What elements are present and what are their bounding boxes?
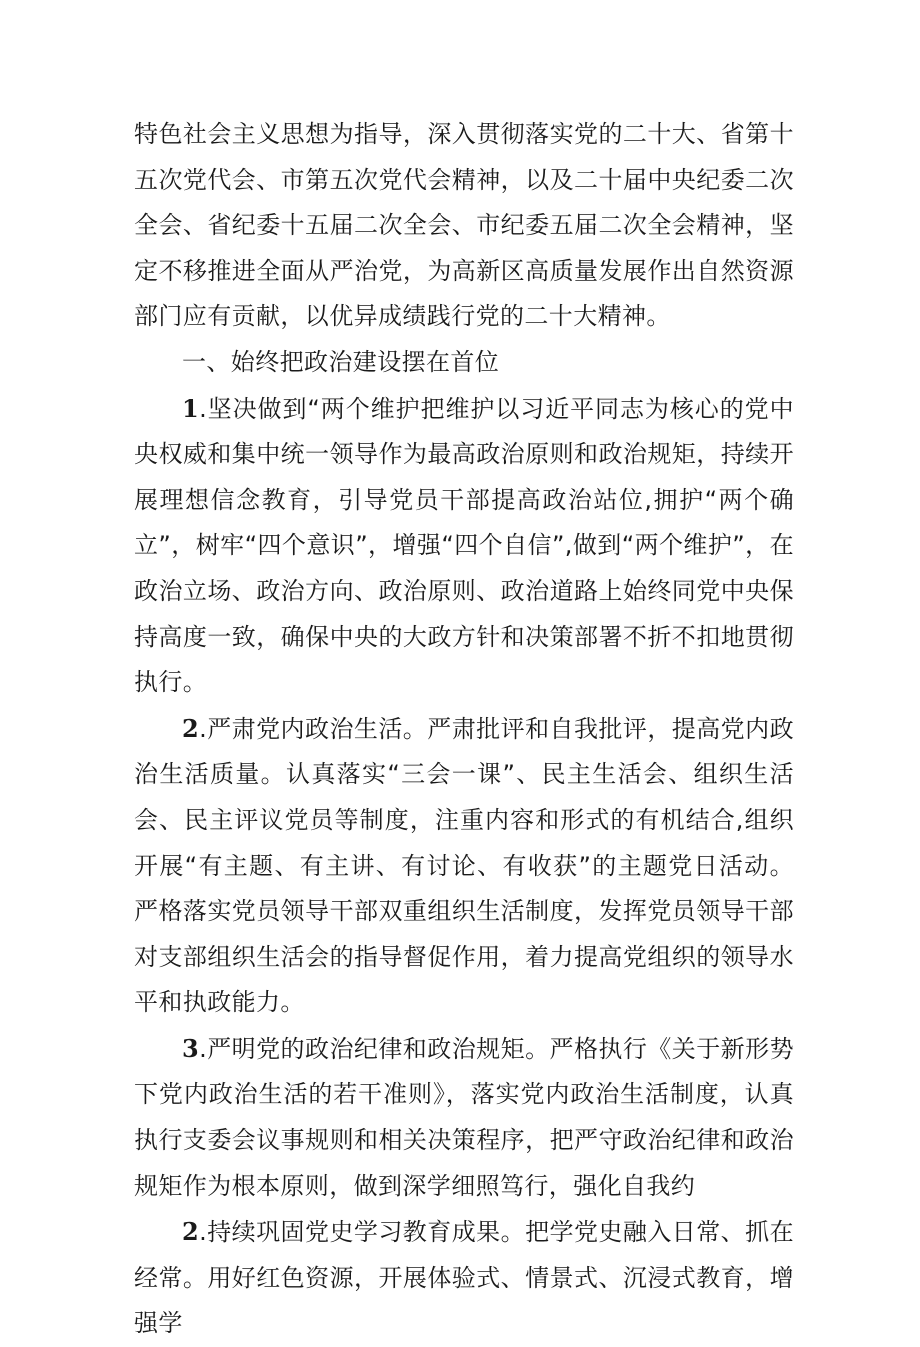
paragraph-number: 3 — [182, 1033, 200, 1063]
section-heading — [134, 340, 794, 386]
paragraph-text: .严肃党内政治生活。严肃批评和自我批评，提高党内政治生活质量。认真落实“三会一课”、民主生活会、组织生活会、民主评议党员等制度，注重内容和形式的有机结合,组织开展“有主题、有主讲、有讨论、有收获”的主题党日活动。严格落实党员领导干部双重组织生活制度，发挥党员领导干部对支部组织生活会的指导督促作用，着力提高党组织的领导水平和执政能力。 — [134, 714, 794, 1017]
numbered-paragraph — [134, 1026, 794, 1209]
paragraph-number: 2 — [182, 1217, 200, 1247]
paragraph-text: 特色社会主义思想为指导，深入贯彻落实党的二十大、省第十五次党代会、市第五次党代会精神，以及二十届中央纪委二次全会、省纪委十五届二次全会、市纪委五届二次全会精神，坚定不移推进全面从严治党，为高新区高质量发展作出自然资源部门应有贡献，以优异成绩践行党的二十大精神。 — [134, 120, 794, 331]
intro-paragraph — [134, 112, 794, 340]
paragraph-text: .坚决做到“两个维护把维护以习近平同志为核心的党中央权威和集中统一领导作为最高政治原则和政治规矩，持续开展理想信念教育，引导党员干部提高政治站位,拥护“两个确立”，树牢“四个意识”，增强“四个自信”,做到“两个维护”，在政治立场、政治方向、政治原则、政治道路上始终同党中央保持高度一致，确保中央的大政方针和决策部署不折不扣地贯彻执行。 — [134, 394, 794, 697]
numbered-paragraph — [134, 1209, 794, 1347]
heading-text: 一、始终把政治建设摆在首位 — [182, 347, 500, 376]
document-body — [134, 112, 794, 1347]
paragraph-number: 1 — [182, 393, 200, 423]
paragraph-text: .持续巩固党史学习教育成果。把学党史融入日常、抓在经常。用好红色资源，开展体验式、情景式、沉浸式教育，增强学 — [134, 1218, 794, 1338]
numbered-paragraph — [134, 706, 794, 1026]
paragraph-number: 2 — [182, 713, 200, 743]
numbered-paragraph — [134, 386, 794, 706]
paragraph-text: .严明党的政治纪律和政治规矩。严格执行《关于新形势下党内政治生活的若干准则》，落实党内政治生活制度，认真执行支委会议事规则和相关决策程序，把严守政治纪律和政治规矩作为根本原则，做到深学细照笃行，强化自我约 — [134, 1034, 794, 1200]
